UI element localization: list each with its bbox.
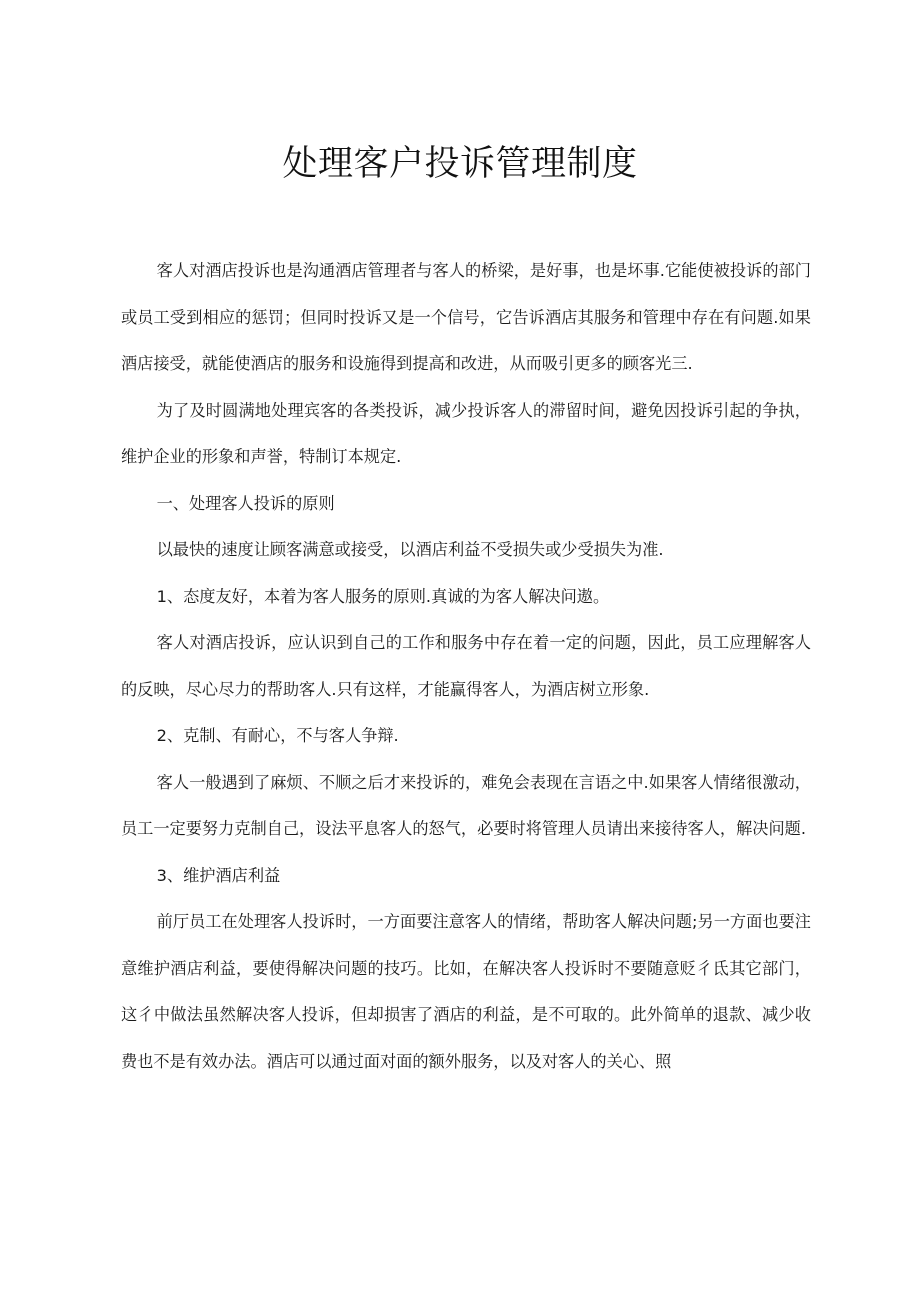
paragraph-intro-1: 客人对酒店投诉也是沟通酒店管理者与客人的桥梁，是好事，也是坏事.它能使被投诉的部门或员工受到相应的惩罚；但同时投诉又是一个信号，它告诉酒店其服务和管理中存在有问题.如果酒店接受，就能使酒店的服务和设施得到提高和改进，从而吸引更多的顾客光三. [121,261,811,373]
paragraph-principle-summary: 以最快的速度让顾客满意或接受，以酒店利益不受损失或少受损失为准. [156,540,664,559]
item-body-1: 客人对酒店投诉，应认识到自己的工作和服务中存在着一定的问题，因此，员工应理解客人的反映，尽心尽力的帮助客人.只有这样，才能赢得客人，为酒店树立形象. [121,633,811,699]
section-heading-principles: 一、处理客人投诉的原则 [156,493,335,513]
paragraph-intro-2: 为了及时圆满地处理宾客的各类投诉，减少投诉客人的滞留时间，避免因投诉引起的争执，维护企业的形象和声誉，特制订本规定. [121,400,811,466]
item-heading-1: 1、态度友好，本着为客人服务的原则.真诚的为客人解决问遨。 [156,586,610,606]
item-body-3: 前厅员工在处理客人投诉时，一方面要注意客人的情绪，帮助客人解决问题;另一方面也要注意维护酒店利益，要使得解决问题的技巧。比如，在解决客人投诉时不要随意贬彳氐其它部门，这彳中做法虽然解决客人投诉，但却损害了酒店的利益，是不可取的。此外简单的退款、减少收费也不是有效办法。酒店可以通过面对面的额外服务，以及对客人的关心、照 [121,912,811,1071]
document-title: 处理客户投诉管理制度 [282,144,638,184]
document-body [121,248,811,1085]
item-heading-3: 3、维护酒店利益 [156,865,281,885]
item-body-2: 客人一般遇到了麻烦、不顺之后才来投诉的，难免会表现在言语之中.如果客人情绪很激动，员工一定要努力克制自己，设法平息客人的怒气，必要时将管理人员请出来接待客人，解决问题. [121,772,811,838]
item-heading-2: 2、克制、有耐心，不与客人争辩. [156,726,399,745]
